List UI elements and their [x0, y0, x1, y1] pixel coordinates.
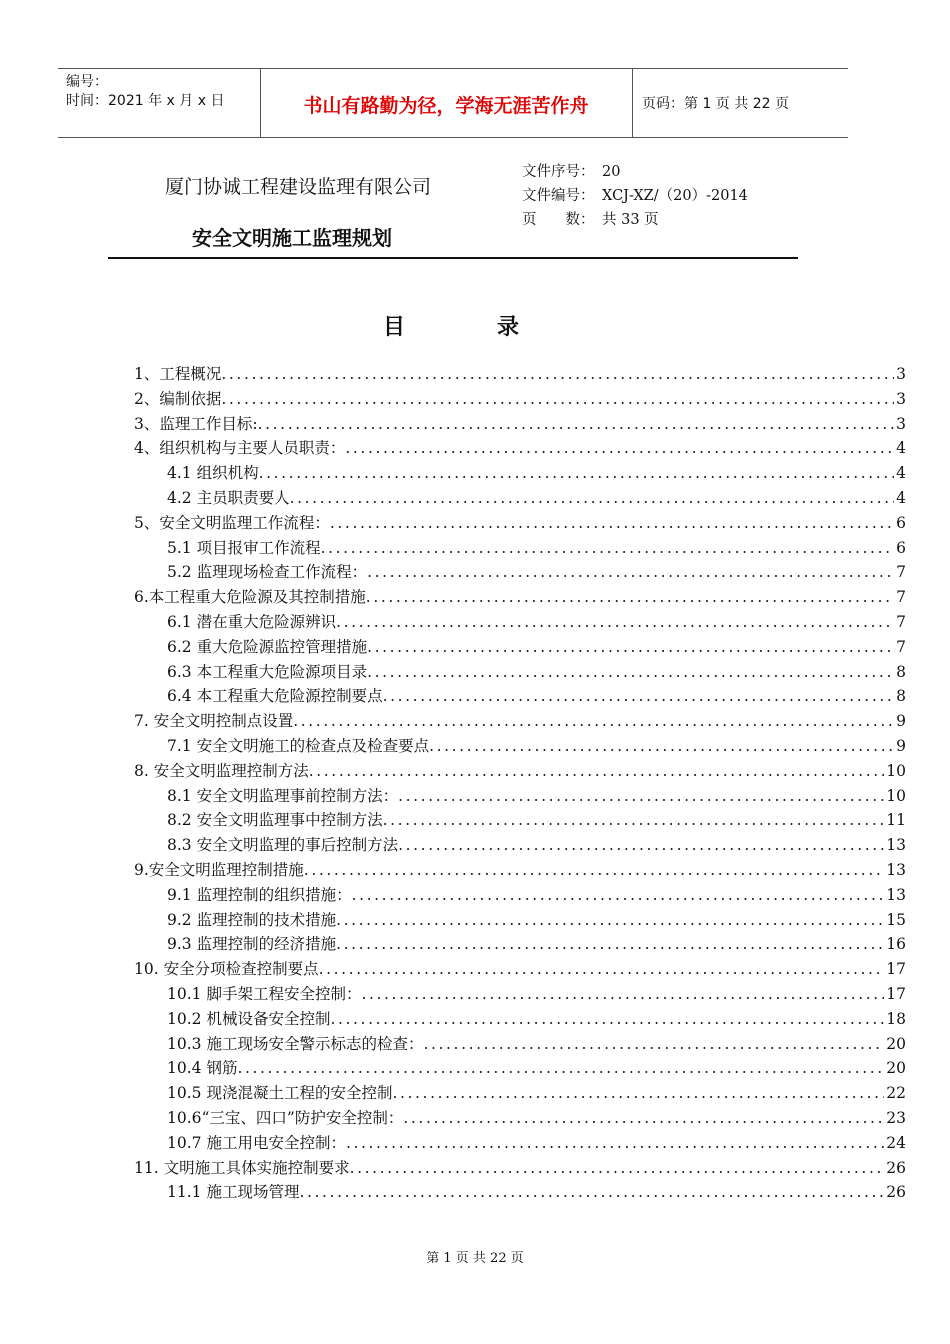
toc-entry-page: 16: [886, 935, 906, 954]
toc-entry-page: 20: [886, 1059, 906, 1078]
toc-entry-text: 10.2 机械设备安全控制: [167, 1009, 331, 1028]
toc-entry[interactable]: [134, 560, 906, 585]
toc-entry[interactable]: [134, 436, 906, 461]
toc-entry-page: 13: [886, 860, 906, 879]
toc-entry[interactable]: [134, 784, 906, 809]
toc-entry[interactable]: [134, 808, 906, 833]
toc-leader-dots: [330, 1007, 884, 1032]
toc-entry-page: 17: [886, 960, 906, 979]
toc-entry-text: 10.5 现浇混凝土工程的安全控制: [167, 1084, 393, 1103]
toc-entry[interactable]: [134, 932, 906, 957]
toc-leader-dots: [293, 709, 894, 734]
toc-leader-dots: [423, 1032, 884, 1057]
toc-entry-text: 7. 安全文明控制点设置: [134, 712, 294, 731]
toc-entry-text: 8.2 安全文明监理事中控制方法: [167, 811, 383, 830]
toc-entry-text: 4、组织机构与主要人员职责：: [134, 439, 346, 458]
toc-leader-dots: [304, 858, 884, 883]
toc-entry[interactable]: [134, 1106, 906, 1131]
toc-entry-text: 4.2 主员职责要人: [167, 488, 290, 507]
toc-entry-page: 7: [896, 588, 906, 607]
toc-entry[interactable]: [134, 412, 906, 437]
toc-leader-dots: [383, 684, 895, 709]
toc-entry[interactable]: [134, 1131, 906, 1156]
toc-entry[interactable]: [134, 982, 906, 1007]
toc-leader-dots: [319, 957, 885, 982]
toc-entry-page: 26: [886, 1183, 906, 1202]
toc-leader-dots: [367, 660, 894, 685]
toc-entry[interactable]: [134, 1081, 906, 1106]
toc-entry[interactable]: [134, 511, 906, 536]
toc-leader-dots: [299, 1180, 884, 1205]
toc-entry-text: 9.1 监理控制的组织措施：: [167, 885, 352, 904]
toc-leader-dots: [361, 982, 884, 1007]
toc-entry-text: 3、监理工作目标:: [134, 414, 258, 433]
header-page-info: 页码：第 1 页 共 22 页: [642, 96, 789, 112]
title-rule: [108, 257, 798, 259]
table-of-contents: [134, 362, 906, 1205]
toc-entry-text: 1、工程概况: [134, 365, 222, 383]
toc-entry-text: 10.1 脚手架工程安全控制：: [167, 984, 362, 1003]
toc-entry-page: 23: [886, 1108, 906, 1127]
toc-entry-text: 6.3 本工程重大危险源项目录: [167, 662, 368, 681]
toc-entry-page: 6: [896, 538, 906, 557]
toc-entry-text: 10.6“三宝、四口”防护安全控制：: [167, 1108, 404, 1127]
toc-entry-text: 8.3 安全文明监理的事后控制方法: [167, 836, 399, 855]
toc-entry-text: 9.2 监理控制的技术措施: [167, 910, 337, 929]
toc-entry-page: 4: [896, 464, 906, 483]
toc-entry-page: 8: [896, 687, 906, 706]
toc-leader-dots: [398, 833, 884, 858]
toc-entry[interactable]: [134, 1032, 906, 1057]
meta-label: 文件编号：: [522, 188, 595, 204]
meta-row: [522, 184, 748, 208]
toc-entry-page: 15: [886, 910, 906, 929]
toc-entry-text: 6.本工程重大危险源及其控制措施: [134, 588, 366, 607]
toc-entry[interactable]: [134, 957, 906, 982]
meta-row: [522, 160, 748, 184]
toc-entry[interactable]: [134, 585, 906, 610]
toc-entry-text: 8. 安全文明监理控制方法: [134, 761, 309, 780]
toc-entry-page: 7: [896, 563, 906, 582]
toc-leader-dots: [330, 511, 894, 536]
toc-entry[interactable]: [134, 1156, 906, 1181]
header-motto: 书山有路勤为径，学海无涯苦作舟: [303, 95, 589, 117]
toc-leader-dots: [392, 1081, 884, 1106]
toc-entry-page: 4: [896, 439, 906, 458]
toc-entry[interactable]: [134, 536, 906, 561]
header-info: [66, 73, 224, 111]
toc-entry-text: 5、安全文明监理工作流程：: [134, 513, 330, 532]
toc-entry[interactable]: [134, 635, 906, 660]
toc-entry-page: 20: [886, 1034, 906, 1053]
toc-entry[interactable]: [134, 1056, 906, 1081]
toc-entry[interactable]: [134, 610, 906, 635]
toc-entry[interactable]: [134, 709, 906, 734]
toc-entry-page: 9: [896, 736, 906, 755]
toc-leader-dots: [398, 784, 884, 809]
toc-entry[interactable]: [134, 858, 906, 883]
toc-leader-dots: [221, 387, 894, 412]
toc-entry-text: 7.1 安全文明施工的检查点及检查要点: [167, 736, 430, 755]
meta-value: 20: [602, 164, 621, 180]
toc-entry-page: 7: [896, 612, 906, 631]
toc-leader-dots: [336, 932, 884, 957]
toc-entry-page: 3: [896, 389, 906, 408]
toc-leader-dots: [352, 883, 885, 908]
toc-entry-page: 17: [886, 984, 906, 1003]
toc-entry-page: 13: [886, 836, 906, 855]
page-header: [58, 68, 848, 138]
header-divider: [632, 69, 633, 137]
toc-entry-page: 24: [886, 1133, 906, 1152]
toc-leader-dots: [346, 1131, 884, 1156]
toc-entry-page: 13: [886, 885, 906, 904]
toc-entry[interactable]: [134, 1180, 906, 1205]
toc-leader-dots: [258, 412, 895, 437]
toc-leader-dots: [367, 635, 894, 660]
meta-label: 文件序号：: [522, 164, 595, 180]
toc-leader-dots: [321, 536, 895, 561]
toc-entry[interactable]: [134, 362, 906, 387]
toc-entry-text: 10. 安全分项检查控制要点: [134, 960, 319, 979]
toc-entry-text: 9.安全文明监理控制措施: [134, 860, 304, 879]
document-title: 安全文明施工监理规划: [192, 226, 392, 250]
toc-title-left: 目: [383, 314, 408, 340]
toc-entry-text: 10.4 钢筋: [167, 1059, 238, 1078]
meta-value: XCJ-XZ/（20）-2014: [602, 188, 748, 204]
toc-entry-text: 2、编制依据: [134, 389, 222, 408]
toc-entry-page: 8: [896, 662, 906, 681]
toc-entry-text: 4.1 组织机构: [167, 464, 259, 483]
toc-leader-dots: [403, 1106, 884, 1131]
toc-leader-dots: [290, 486, 895, 511]
toc-leader-dots: [309, 759, 885, 784]
company-name: 厦门协诚工程建设监理有限公司: [165, 176, 432, 198]
serial-label: 编号：: [66, 74, 108, 90]
toc-entry-page: 3: [896, 414, 906, 433]
toc-entry-text: 6.1 潜在重大危险源辨识: [167, 612, 337, 631]
toc-entry-text: 11. 文明施工具体实施控制要求: [134, 1158, 350, 1177]
toc-entry[interactable]: [134, 684, 906, 709]
toc-entry-text: 5.2 监理现场检查工作流程：: [167, 563, 368, 582]
meta-value: 共 33 页: [602, 212, 659, 228]
toc-entry[interactable]: [134, 908, 906, 933]
toc-entry-page: 10: [886, 761, 906, 780]
toc-leader-dots: [345, 436, 894, 461]
toc-entry-page: 4: [896, 488, 906, 507]
toc-leader-dots: [366, 585, 894, 610]
toc-entry[interactable]: [134, 660, 906, 685]
page-footer: 第 1 页 共 22 页: [426, 1251, 524, 1266]
toc-entry-page: 26: [886, 1158, 906, 1177]
toc-title-right: 录: [497, 314, 522, 340]
toc-entry[interactable]: [134, 461, 906, 486]
toc-entry-page: 22: [886, 1084, 906, 1103]
toc-leader-dots: [259, 461, 895, 486]
toc-title: [383, 310, 521, 341]
document-meta: [522, 160, 748, 232]
toc-leader-dots: [429, 734, 894, 759]
toc-entry-text: 10.3 施工现场安全警示标志的检查：: [167, 1034, 424, 1053]
toc-entry-page: 6: [896, 513, 906, 532]
toc-entry[interactable]: [134, 387, 906, 412]
toc-entry-page: 3: [896, 365, 906, 383]
toc-entry-text: 6.4 本工程重大危险源控制要点: [167, 687, 383, 706]
toc-entry-page: 11: [886, 811, 906, 830]
toc-entry-text: 9.3 监理控制的经济措施: [167, 935, 337, 954]
toc-entry-text: 5.1 项目报审工作流程: [167, 538, 321, 557]
toc-leader-dots: [350, 1156, 885, 1181]
meta-label: 页 数：: [522, 212, 595, 228]
toc-entry-page: 7: [896, 637, 906, 656]
toc-entry-text: 11.1 施工现场管理: [167, 1183, 300, 1202]
toc-leader-dots: [336, 908, 884, 933]
toc-leader-dots: [237, 1056, 884, 1081]
toc-entry-page: 10: [886, 786, 906, 805]
toc-leader-dots: [221, 362, 894, 387]
toc-entry[interactable]: [134, 833, 906, 858]
toc-entry-page: 9: [896, 712, 906, 731]
toc-leader-dots: [383, 808, 885, 833]
toc-entry[interactable]: [134, 1007, 906, 1032]
time-label: 时间：2021 年 x 月 x 日: [66, 93, 225, 109]
toc-leader-dots: [367, 560, 894, 585]
toc-entry-page: 18: [886, 1009, 906, 1028]
toc-entry[interactable]: [134, 759, 906, 784]
toc-entry-text: 10.7 施工用电安全控制：: [167, 1133, 346, 1152]
toc-entry[interactable]: [134, 486, 906, 511]
toc-entry[interactable]: [134, 883, 906, 908]
meta-row: [522, 208, 748, 232]
toc-entry[interactable]: [134, 734, 906, 759]
toc-entry-text: 6.2 重大危险源监控管理措施: [167, 637, 368, 656]
toc-entry-text: 8.1 安全文明监理事前控制方法：: [167, 786, 399, 805]
toc-leader-dots: [336, 610, 894, 635]
